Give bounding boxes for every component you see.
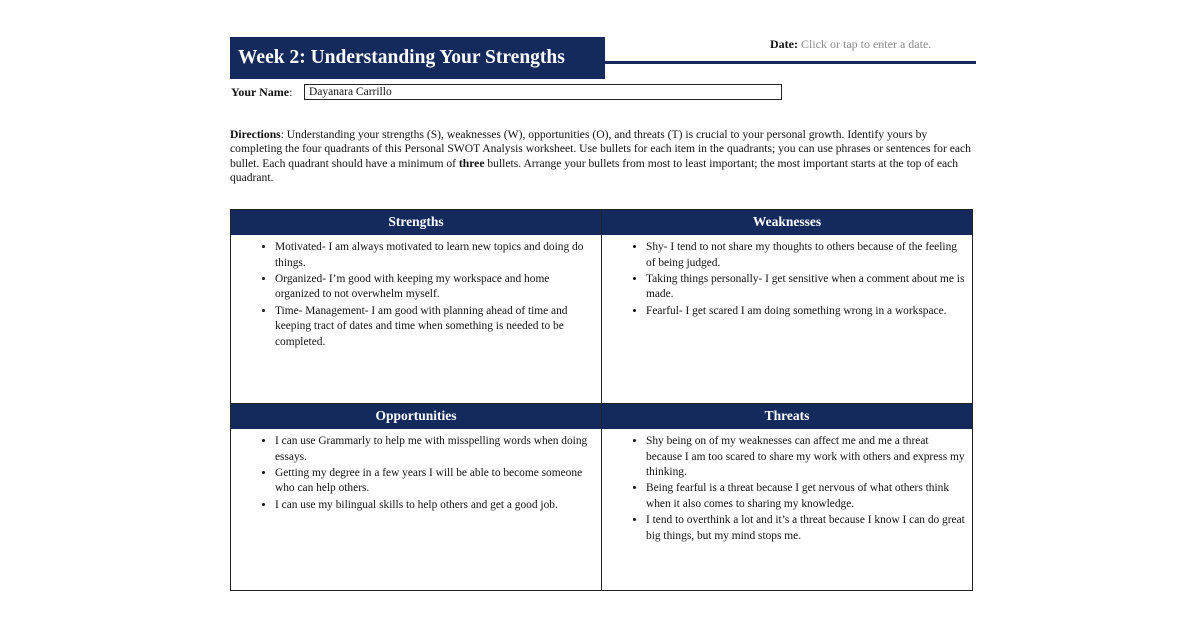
weaknesses-header: Weaknesses xyxy=(602,210,972,235)
date-row xyxy=(770,37,931,52)
list-item[interactable]: • I can use Grammarly to help me with misspelling words when doing essays. xyxy=(275,434,595,465)
list-item[interactable]: • I tend to overthink a lot and it’s a threat because I know I can do great big things, but my mind stops me. xyxy=(646,513,966,544)
directions-emphasis: three xyxy=(458,156,485,170)
list-item[interactable]: • Time- Management- I am good with planning ahead of time and keeping tract of dates and time when something is needed to be completed. xyxy=(275,304,595,351)
weaknesses-list[interactable] xyxy=(602,240,972,319)
list-item[interactable]: • Shy- I tend to not share my thoughts to others because of the feeling of being judged. xyxy=(646,240,966,271)
list-item[interactable]: • Being fearful is a threat because I get nervous of what others think when it also comes to sharing my knowledge. xyxy=(646,481,966,512)
name-label: Your Name xyxy=(231,85,290,99)
strengths-list[interactable] xyxy=(231,240,601,350)
list-item[interactable]: • I can use my bilingual skills to help others and get a good job. xyxy=(275,498,595,514)
directions-label: Directions xyxy=(230,128,281,141)
strengths-quadrant xyxy=(231,210,602,403)
directions-text-2: bullets. Arrange your bullets from most to least important; the most important starts at the top of each quadrant. xyxy=(230,156,959,185)
name-label-row xyxy=(231,85,292,99)
list-item[interactable]: • Motivated- I am always motivated to learn new topics and doing do things. xyxy=(275,240,595,271)
directions-text-1: : Understanding your strengths (S), weaknesses (W), opportunities (O), and threats (T) is crucial to your personal growth. Identify yours by completing the four quadrants of this Personal SWOT Analysis worksheet. Use bullets for each item in the quadrants; you can use phrases or sentences for each bullet. Each quadrant should have a minimum of xyxy=(230,128,971,170)
list-item[interactable]: • Fearful- I get scared I am doing something wrong in a workspace. xyxy=(646,304,966,320)
threats-list[interactable] xyxy=(602,434,972,544)
opportunities-header: Opportunities xyxy=(231,404,601,429)
date-picker-field[interactable]: Click or tap to enter a date. xyxy=(800,37,932,51)
list-item[interactable]: • Taking things personally- I get sensitive when a comment about me is made. xyxy=(646,272,966,303)
swot-table xyxy=(230,209,973,591)
threats-header: Threats xyxy=(602,404,972,429)
directions-paragraph xyxy=(230,128,972,186)
threats-quadrant xyxy=(602,403,972,590)
opportunities-list[interactable] xyxy=(231,434,601,513)
weaknesses-quadrant xyxy=(602,210,972,403)
page-title: Week 2: Understanding Your Strengths xyxy=(230,37,605,79)
list-item[interactable]: • Organized- I’m good with keeping my workspace and home organized to not overwhelm myself. xyxy=(275,272,595,303)
strengths-header: Strengths xyxy=(231,210,601,235)
name-field[interactable]: Dayanara Carrillo xyxy=(304,84,782,100)
name-label-colon: : xyxy=(289,85,293,99)
list-item[interactable]: • Getting my degree in a few years I will be able to become someone who can help others. xyxy=(275,466,595,497)
date-label: Date: xyxy=(770,37,798,51)
title-underline xyxy=(605,61,976,64)
opportunities-quadrant xyxy=(231,403,602,590)
list-item[interactable]: • Shy being on of my weaknesses can affect me and me a threat because I am too scared to share my work with others and express my thinking. xyxy=(646,434,966,481)
